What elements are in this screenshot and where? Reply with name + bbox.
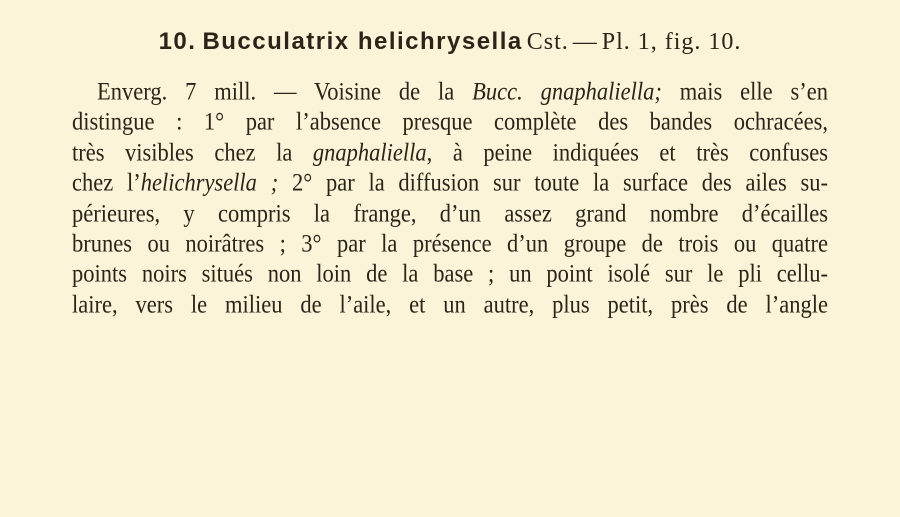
text-run: Enverg. 7 mill. — Voisine de la [97,77,473,106]
species-description [72,77,828,320]
species-author: Cst. [526,29,569,55]
text-line [72,197,828,231]
text-run: brunes ou noirâtres ; 3° par la présence d’un groupe de trois ou quatre [72,229,828,258]
text-line [72,288,828,322]
text-line [72,136,828,170]
text-run: points noirs situés non loin de la base ; un point isolé sur le pli cellu- [72,259,828,288]
species-name: Bucculatrix helichrysella [202,28,523,55]
italic-taxon: helichrysella ; [140,168,279,197]
text-run: très visibles chez la [72,138,313,167]
text-run: mais elle s’en [661,77,828,106]
text-line [72,75,828,109]
text-run: chez l’ [72,168,141,197]
text-run: distingue : 1° par l’absence presque complète des bandes ochracées, [72,107,828,136]
plate-reference: Pl. 1, fig. 10. [601,29,742,55]
species-heading [0,27,900,57]
text-line [72,257,828,291]
text-run: 2° par la diffusion sur toute la surface des ailes su- [278,168,828,197]
text-run: périeures, y compris la frange, d’un assez grand nombre d’écailles [72,198,828,227]
text-line [72,166,828,200]
italic-taxon: Bucc. gnaphaliella; [472,77,662,106]
text-line [72,105,828,139]
text-run: laire, vers le milieu de l’aile, et un autre, plus petit, près de l’angle [72,289,828,318]
text-line [72,227,828,261]
italic-taxon: gnaphaliella, [312,138,433,167]
text-run: à peine indiquées et très confuses [432,138,828,167]
heading-dash: — [572,29,598,55]
species-number: 10. [158,28,197,55]
